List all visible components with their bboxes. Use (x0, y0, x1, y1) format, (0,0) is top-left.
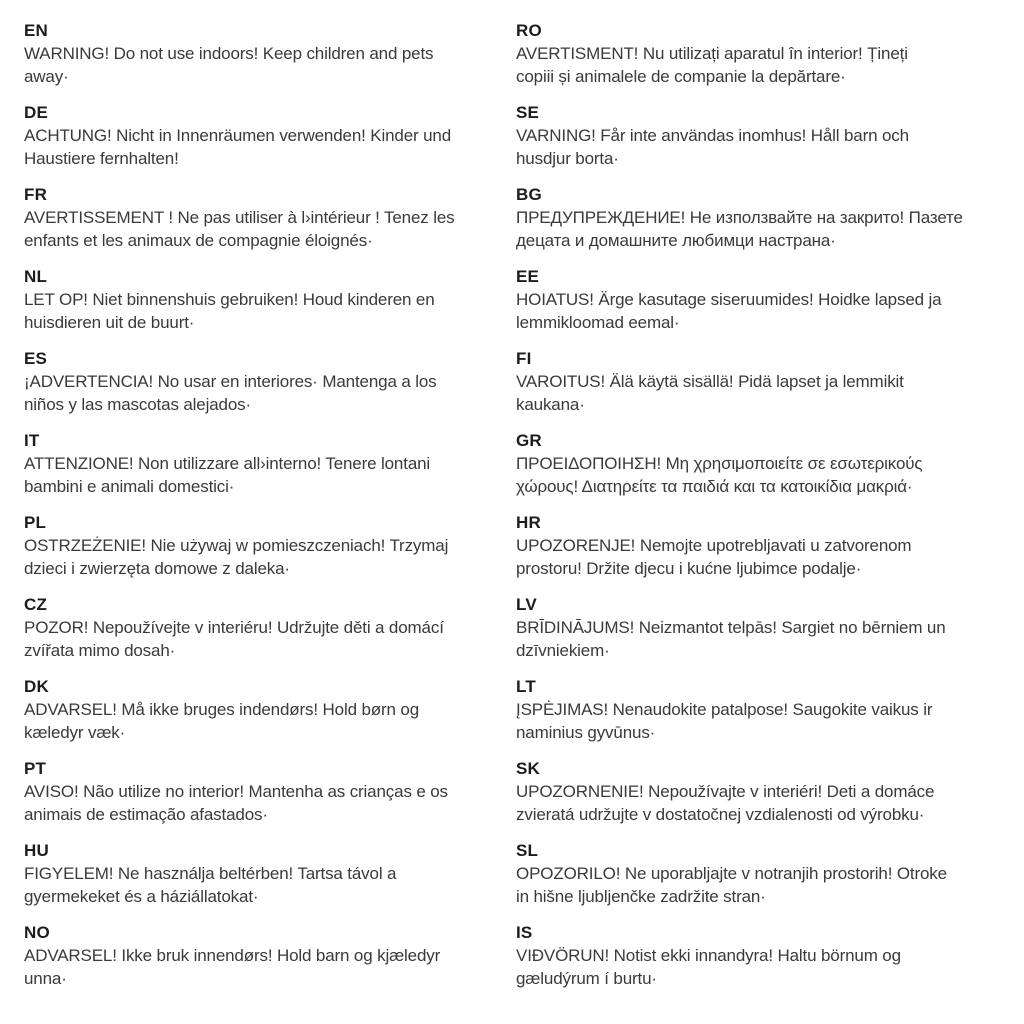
warning-text-line-1: VIÐVÖRUN! Notist ekki innandyra! Haltu börnum og (516, 946, 901, 965)
warning-text-line-1: ATTENZIONE! Non utilizzare all›interno! Tenere lontani (24, 454, 431, 473)
warning-text-line-1: AVERTISMENT! Nu utilizați aparatul în interior! Țineți (516, 44, 908, 63)
language-code-label: FI (516, 349, 532, 368)
language-code-label: GR (516, 431, 542, 450)
warning-entry (24, 347, 516, 429)
language-code-label: LT (516, 677, 536, 696)
warning-text-line-1: WARNING! Do not use indoors! Keep children and pets (24, 44, 434, 63)
warning-text-line-2: unna· (24, 969, 67, 988)
warning-text-line-2: χώρους! Διατηρείτε τα παιδιά και τα κατοικίδια μακριά· (516, 477, 913, 496)
language-code-label: EE (516, 267, 540, 286)
warning-text-line-2: husdjur borta· (516, 149, 619, 168)
language-code-label: LV (516, 595, 537, 614)
warning-entry (516, 511, 1024, 593)
warning-entry (516, 593, 1024, 675)
warning-text-line-2: prostoru! Držite djecu i kućne ljubimce podalje· (516, 559, 862, 578)
language-code-label: DK (24, 677, 49, 696)
warning-text-line-1: VAROITUS! Älä käytä sisällä! Pidä lapset ja lemmikit (516, 372, 904, 391)
warning-entry (24, 19, 516, 101)
warning-text-line-2: децата и домашните любимци настрана· (516, 231, 836, 250)
language-code-label: NL (24, 267, 48, 286)
warning-text-line-2: Haustiere fernhalten! (24, 149, 179, 168)
warning-text-line-1: ΠΡΟΕΙΔΟΠΟΙΗΣΗ! Μη χρησιμοποιείτε σε εσωτερικούς (516, 454, 923, 473)
warning-entry (516, 265, 1024, 347)
language-code-label: PL (24, 513, 47, 532)
warning-entry (516, 429, 1024, 511)
warning-text-line-2: zvieratá udržujte v dostatočnej vzdialenosti od výrobku· (516, 805, 925, 824)
language-code-label: ES (24, 349, 48, 368)
warning-text-line-1: VARNING! Får inte användas inomhus! Håll barn och (516, 126, 909, 145)
warning-entry (516, 675, 1024, 757)
language-code-label: CZ (24, 595, 48, 614)
warning-entry (24, 921, 516, 1003)
language-code-label: PT (24, 759, 47, 778)
warning-text-line-1: ĮSPĖJIMAS! Nenaudokite patalpose! Saugokite vaikus ir (516, 700, 933, 719)
warning-text-line-1: BRĪDINĀJUMS! Neizmantot telpās! Sargiet no bērniem un (516, 618, 946, 637)
warning-entry (516, 347, 1024, 429)
warning-text-line-2: naminius gyvūnus· (516, 723, 656, 742)
warning-entry (516, 19, 1024, 101)
warning-text-line-2: huisdieren uit de buurt· (24, 313, 195, 332)
warning-entry (24, 101, 516, 183)
language-code-label: HU (24, 841, 49, 860)
warning-text-line-2: animais de estimação afastados· (24, 805, 268, 824)
warning-entry (516, 757, 1024, 839)
warning-entry (516, 921, 1024, 1003)
warning-entry (24, 757, 516, 839)
warning-text-line-1: POZOR! Nepoužívejte v interiéru! Udržujte děti a domácí (24, 618, 444, 637)
warning-text-line-2: niños y las mascotas alejados· (24, 395, 252, 414)
warning-text-line-2: away· (24, 67, 69, 86)
warning-text-line-1: FIGYELEM! Ne használja beltérben! Tartsa távol a (24, 864, 397, 883)
warning-text-line-2: bambini e animali domestici· (24, 477, 235, 496)
language-code-label: RO (516, 21, 542, 40)
language-code-label: FR (24, 185, 48, 204)
warning-text-line-1: UPOZORENJE! Nemojte upotrebljavati u zatvorenom (516, 536, 912, 555)
warning-text-line-2: kaukana· (516, 395, 585, 414)
warning-text-line-1: AVISO! Não utilize no interior! Mantenha as crianças e os (24, 782, 448, 801)
warning-column-left (24, 19, 516, 1024)
warning-text-line-2: lemmikloomad eemal· (516, 313, 680, 332)
warning-entry (516, 101, 1024, 183)
warning-column-right (516, 19, 1024, 1024)
warning-text-line-1: HOIATUS! Ärge kasutage siseruumides! Hoidke lapsed ja (516, 290, 942, 309)
warning-entry (24, 675, 516, 757)
warning-text-line-1: LET OP! Niet binnenshuis gebruiken! Houd kinderen en (24, 290, 435, 309)
warning-text-line-2: kæledyr væk· (24, 723, 126, 742)
warning-text-line-1: OPOZORILO! Ne uporabljajte v notranjih prostorih! Otroke (516, 864, 947, 883)
language-code-label: DE (24, 103, 49, 122)
warning-text-line-2: gyermekeket és a háziállatokat· (24, 887, 259, 906)
warning-text-line-2: in hišne ljubljenčke zadržite stran· (516, 887, 766, 906)
warning-entry (24, 183, 516, 265)
warning-text-line-2: zvířata mimo dosah· (24, 641, 176, 660)
language-code-label: IS (516, 923, 533, 942)
language-code-label: EN (24, 21, 49, 40)
warning-text-line-1: OSTRZEŻENIE! Nie używaj w pomieszczeniach! Trzymaj (24, 536, 449, 555)
warning-text-line-1: ADVARSEL! Ikke bruk innendørs! Hold barn og kjæledyr (24, 946, 441, 965)
language-code-label: IT (24, 431, 40, 450)
warning-text-line-1: UPOZORNENIE! Nepoužívajte v interiéri! Deti a domáce (516, 782, 935, 801)
warning-text-line-1: ПРЕДУПРЕЖДЕНИЕ! Не използвайте на закрито! Пазете (516, 208, 963, 227)
language-code-label: SL (516, 841, 539, 860)
warning-entry (516, 839, 1024, 921)
language-code-label: NO (24, 923, 50, 942)
language-code-label: HR (516, 513, 541, 532)
language-code-label: BG (516, 185, 542, 204)
warning-entry (24, 511, 516, 593)
warning-entry (24, 593, 516, 675)
language-code-label: SE (516, 103, 540, 122)
language-code-label: SK (516, 759, 541, 778)
warning-text-line-1: AVERTISSEMENT ! Ne pas utiliser à l›intérieur ! Tenez les (24, 208, 455, 227)
warning-text-line-2: enfants et les animaux de compagnie éloignés· (24, 231, 373, 250)
warning-entry (516, 183, 1024, 265)
warning-entry (24, 265, 516, 347)
warning-text-line-2: dzīvniekiem· (516, 641, 610, 660)
warning-text-line-2: gæludýrum í burtu· (516, 969, 657, 988)
warning-text-line-1: ¡ADVERTENCIA! No usar en interiores· Mantenga a los (24, 372, 437, 391)
warning-text-line-2: copiii și animalele de companie la depărtare· (516, 67, 846, 86)
warning-entry (24, 429, 516, 511)
warning-entry (24, 839, 516, 921)
warning-text-line-1: ADVARSEL! Må ikke bruges indendørs! Hold børn og (24, 700, 419, 719)
warning-text-line-1: ACHTUNG! Nicht in Innenräumen verwenden! Kinder und (24, 126, 452, 145)
warning-text-line-2: dzieci i zwierzęta domowe z daleka· (24, 559, 290, 578)
